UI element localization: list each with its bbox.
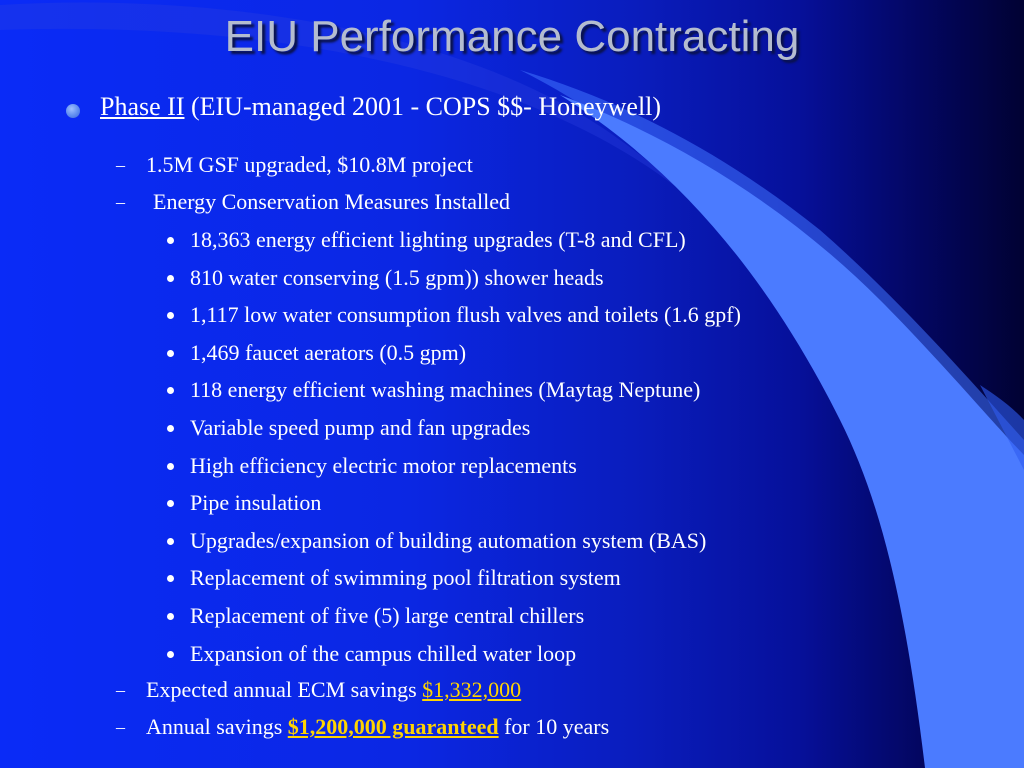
- bullet-dot-icon: [167, 613, 174, 620]
- sub-item-annual-savings: [116, 712, 610, 742]
- bullet-dot-icon: [167, 237, 174, 244]
- measure-text: Upgrades/expansion of building automation system (BAS): [190, 527, 707, 553]
- gsf-text: 1.5M GSF upgraded, $10.8M project: [146, 152, 473, 177]
- bullet-dot-icon: [167, 463, 174, 470]
- measure-item: [190, 300, 741, 330]
- bullet-dot-icon: [167, 538, 174, 545]
- dash-icon: –: [116, 717, 125, 737]
- sub-item-gsf: [116, 150, 473, 180]
- annual-savings-suffix: for 10 years: [498, 714, 610, 739]
- annual-savings-value: $1,200,000 guaranteed: [287, 714, 499, 739]
- bullet-dot-icon: [167, 275, 174, 282]
- bullet-dot-icon: [167, 575, 174, 582]
- phase-label: Phase II: [100, 92, 185, 121]
- measure-text: Expansion of the campus chilled water loop: [190, 640, 577, 666]
- annual-savings-label: Annual savings: [146, 714, 288, 739]
- slide-title: EIU Performance Contracting: [224, 12, 800, 61]
- dash-icon: –: [116, 192, 125, 212]
- measure-text: 118 energy efficient washing machines (Maytag Neptune): [190, 377, 701, 403]
- measure-text: High efficiency electric motor replacements: [190, 452, 577, 478]
- bullet-dot-icon: [167, 500, 174, 507]
- bullet-dot-icon: [167, 387, 174, 394]
- expected-savings-label: Expected annual ECM savings: [146, 677, 423, 702]
- measure-item: [190, 488, 321, 518]
- measure-text: 810 water conserving (1.5 gpm)) shower heads: [190, 264, 604, 290]
- measure-item: [190, 639, 576, 669]
- measure-item: [190, 375, 700, 405]
- sub-item-ecm-heading: [116, 187, 511, 217]
- measure-item: [190, 563, 621, 593]
- ecm-heading-text: Energy Conservation Measures Installed: [153, 189, 511, 214]
- measure-item: [190, 526, 706, 556]
- measure-item: [190, 338, 466, 368]
- measure-item: [190, 263, 604, 293]
- sub-item-expected-savings: [116, 675, 522, 705]
- measure-text: Pipe insulation: [190, 490, 322, 516]
- measure-item: [190, 225, 686, 255]
- measure-item: [190, 451, 577, 481]
- expected-savings-value: $1,332,000: [422, 677, 522, 702]
- bullet-dot-icon: [167, 651, 174, 658]
- measure-text: 1,117 low water consumption flush valves and toilets (1.6 gpf): [190, 302, 741, 328]
- dash-icon: –: [116, 680, 125, 700]
- phase-line: [100, 92, 661, 122]
- bullet-dot-icon: [167, 425, 174, 432]
- measure-text: Replacement of five (5) large central chillers: [190, 603, 585, 628]
- level1-bullet-icon: [66, 104, 80, 118]
- measure-text: 1,469 faucet aerators (0.5 gpm): [190, 339, 467, 365]
- measure-item: [190, 601, 584, 631]
- measure-text: 18,363 energy efficient lighting upgrades (T-8 and CFL): [190, 227, 686, 252]
- dash-icon: –: [116, 155, 125, 175]
- measure-text: Replacement of swimming pool filtration system: [190, 565, 621, 591]
- bullet-dot-icon: [167, 350, 174, 357]
- measure-item: [190, 413, 530, 443]
- phase-detail: (EIU-managed 2001 - COPS $$- Honeywell): [184, 92, 662, 121]
- measure-text: Variable speed pump and fan upgrades: [190, 415, 531, 440]
- bullet-dot-icon: [167, 312, 174, 319]
